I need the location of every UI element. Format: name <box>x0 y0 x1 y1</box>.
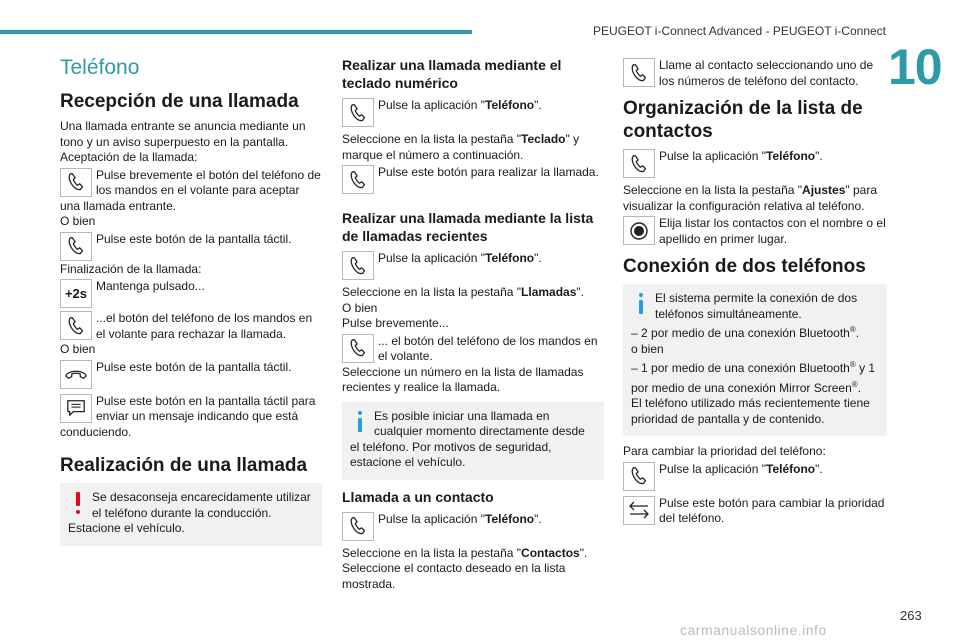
aceptacion-label: Aceptación de la llamada: <box>60 150 198 164</box>
step-open-phone-app <box>623 462 887 492</box>
header-accent-bar <box>0 30 472 34</box>
info-icon <box>631 291 651 321</box>
step-text: Seleccione el contacto deseado en la lista mostrada. <box>342 561 566 591</box>
step-text: Llame al contacto seleccionando uno de los números de teléfono del contacto. <box>659 58 874 88</box>
step-text: Mantenga pulsado... <box>96 279 205 293</box>
warning-text-2: Estacione el vehículo. <box>68 521 185 535</box>
info-text: El teléfono utilizado más recientemente tiene prioridad de pantalla y de contenido. <box>631 396 870 426</box>
warning-box <box>60 483 322 546</box>
step-text: Seleccione en la lista la pestaña "Ajustes" para visualizar la configuración relativa al teléfono. <box>623 183 878 213</box>
pulse-brevemente-label: Pulse brevemente... <box>342 316 449 330</box>
info-text: El sistema permite la conexión de dos teléfonos simultáneamente. <box>655 291 858 321</box>
phone-handset-icon <box>342 98 374 127</box>
step-text: Pulse brevemente el botón del teléfono de los mandos en el volante para aceptar una llamada entrante. <box>60 167 321 213</box>
phone-handset-icon <box>342 334 374 363</box>
step-text: Pulse este botón para realizar la llamada. <box>378 165 599 179</box>
step-open-phone-app <box>342 251 604 281</box>
step-open-phone-app <box>342 512 604 542</box>
heading-realizacion: Realización de una llamada <box>60 455 308 476</box>
info-text: o bien <box>631 341 664 356</box>
heading-conexion: Conexión de dos teléfonos <box>623 256 866 277</box>
chapter-number: 10 <box>888 39 942 95</box>
phone-handset-icon <box>342 165 374 194</box>
o-bien-label: O bien <box>60 214 96 228</box>
section-title: Teléfono <box>60 56 140 79</box>
step-text: ... el botón del teléfono de los mandos en el volante. <box>378 333 598 363</box>
step-swap-priority <box>623 496 887 527</box>
swap-arrows-icon <box>623 496 655 525</box>
cambiar-label: Para cambiar la prioridad del teléfono: <box>623 444 826 458</box>
phone-handset-icon <box>342 512 374 541</box>
step-text: Pulse la aplicación "Teléfono". <box>659 461 823 476</box>
step-open-phone-app <box>342 98 604 128</box>
phone-handset-icon <box>342 251 374 280</box>
phone-handset-icon <box>60 311 92 340</box>
step-text: Pulse la aplicación "Teléfono". <box>378 511 542 526</box>
step-call-button <box>342 165 604 195</box>
column-2 <box>342 56 604 592</box>
info-icon <box>350 409 370 439</box>
step-text: Elija listar los contactos con el nombre o el apellido en primer lugar. <box>659 216 886 246</box>
o-bien-label: O bien <box>60 342 96 356</box>
step-text: Seleccione en la lista la pestaña "Contactos". <box>342 545 588 560</box>
warning-text: Se desaconseja encarecidamente utilizar el teléfono durante la conducción. <box>92 490 311 520</box>
step-sort-contacts <box>623 216 887 247</box>
phone-handset-icon <box>60 168 92 197</box>
heading-recepcion: Recepción de una llamada <box>60 91 299 112</box>
step-open-phone-app <box>623 149 887 179</box>
step-text: Pulse la aplicación "Teléfono". <box>659 149 823 163</box>
phone-handset-icon <box>623 58 655 87</box>
step-wheel-button <box>342 334 604 365</box>
info-text: – 1 por medio de una conexión Bluetooth® y 1 por medio de una conexión Mirror Screen®. <box>631 360 876 395</box>
column-3 <box>623 56 887 527</box>
finalizacion-label: Finalización de la llamada: <box>60 261 202 276</box>
step-text: Seleccione un número en la lista de llamadas recientes y realice la llamada. <box>342 364 584 394</box>
step-hold <box>60 279 322 309</box>
warning-icon <box>68 490 88 520</box>
hang-up-icon <box>60 360 92 389</box>
step-text: Pulse la aplicación "Teléfono". <box>378 251 542 265</box>
info-text: – 2 por medio de una conexión Bluetooth®. <box>631 325 860 340</box>
step-text: Pulse este botón de la pantalla táctil. <box>96 359 292 374</box>
heading-organizacion: Organización de la lista de contactos <box>623 98 863 142</box>
step-text: ...el botón del teléfono de los mandos en el volante para rechazar la llamada. <box>96 311 313 341</box>
step-accept-wheel <box>60 168 322 215</box>
info-box <box>342 402 604 480</box>
step-text: Pulse este botón de la pantalla táctil. <box>96 231 292 246</box>
message-icon <box>60 394 92 423</box>
info-text: Es posible iniciar una llamada en cualquier momento directamente desde el teléfono. Por motivos de seguridad, estacione el vehículo. <box>350 408 585 469</box>
step-message <box>60 394 322 441</box>
info-box <box>623 284 887 436</box>
step-text: Seleccione en la lista la pestaña "Llamadas". <box>342 285 584 299</box>
intro-text: Una llamada entrante se anuncia mediante un tono y un aviso superpuesto en la pantalla. <box>60 119 306 149</box>
step-call-contact <box>623 58 887 89</box>
page-number: 263 <box>900 608 922 623</box>
column-1 <box>60 56 322 554</box>
step-accept-touch <box>60 232 322 262</box>
phone-handset-icon <box>60 232 92 261</box>
step-text: Seleccione en la lista la pestaña "Teclado" y marque el número a continuación. <box>342 132 580 162</box>
heading-recientes: Realizar una llamada mediante la lista de llamadas recientes <box>342 210 594 244</box>
step-text: Pulse este botón para cambiar la prioridad del teléfono. <box>659 495 885 525</box>
step-text: Pulse este botón en la pantalla táctil para enviar un mensaje indicando que está conduciendo. <box>60 393 316 439</box>
heading-contacto: Llamada a un contacto <box>342 488 494 505</box>
running-header: PEUGEOT i-Connect Advanced - PEUGEOT i-Connect <box>592 24 886 38</box>
step-reject-wheel <box>60 311 322 342</box>
o-bien-label: O bien <box>342 300 378 315</box>
watermark: carmanualsonline.info <box>680 622 827 638</box>
radio-button-icon <box>623 216 655 245</box>
heading-teclado: Realizar una llamada mediante el teclado numérico <box>342 57 562 91</box>
hold-2s-icon: +2s <box>60 279 92 308</box>
phone-handset-icon <box>623 462 655 491</box>
step-hangup-touch <box>60 360 322 390</box>
step-text: Pulse la aplicación "Teléfono". <box>378 98 542 112</box>
phone-handset-icon <box>623 149 655 178</box>
